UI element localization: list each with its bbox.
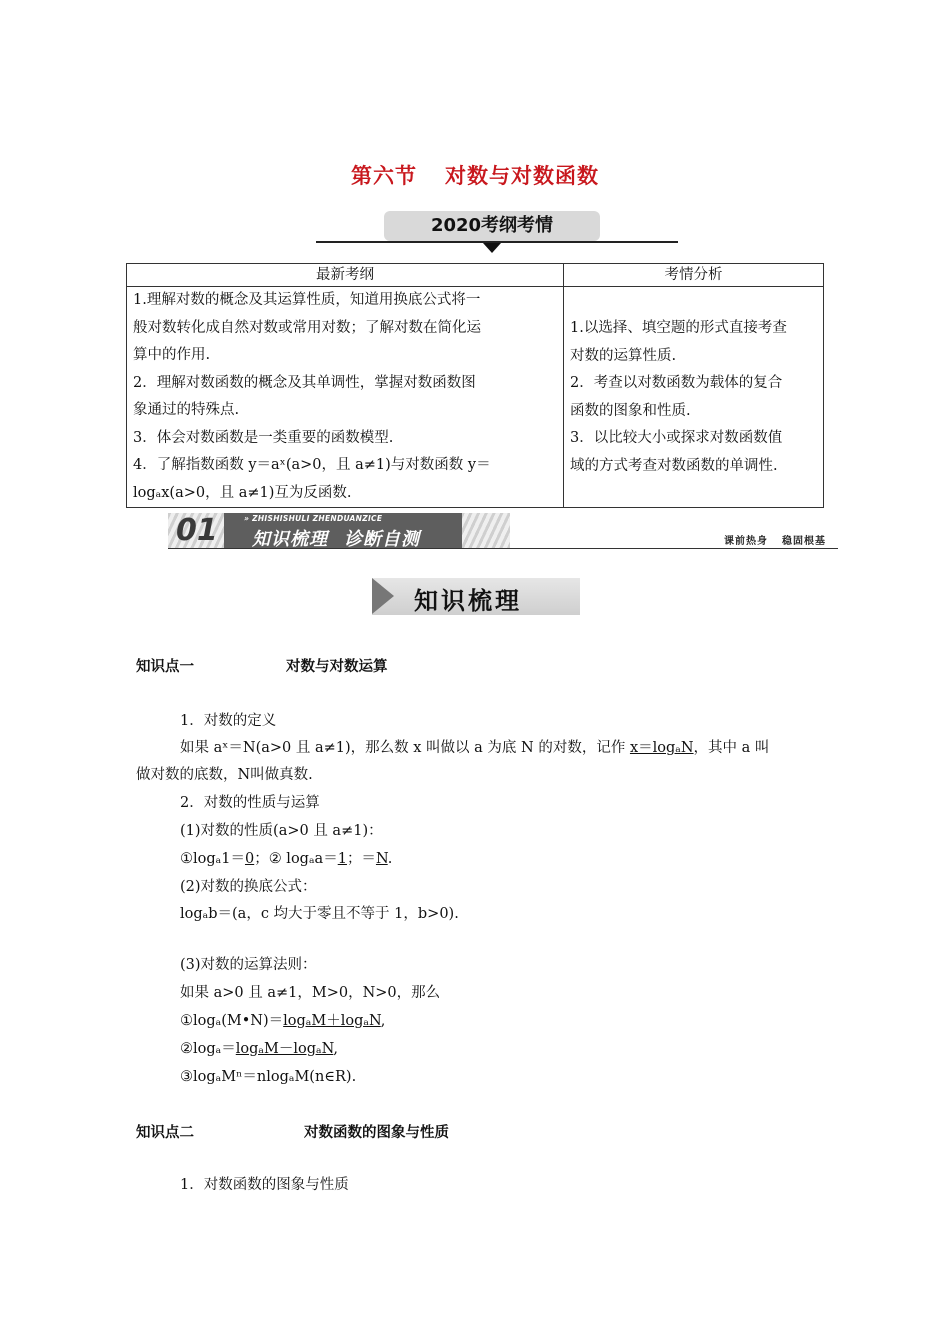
section-title: 知识梳理 诊断自测 <box>252 529 420 550</box>
section-pinyin: » ZHISHISHULI ZHENDUANZICE <box>244 514 383 523</box>
syllabus-line: 3．体会对数函数是一类重要的函数模型. <box>133 429 394 446</box>
kp2-label: 知识点二 <box>136 1125 194 1141</box>
syllabus-line: 般对数转化成自然对数或常用对数；了解对数在简化运 <box>133 319 481 336</box>
analysis-line: 域的方式考查对数函数的单调性. <box>570 457 778 474</box>
change-base-heading: (2)对数的换底公式： <box>180 879 317 895</box>
definition-line-2: 做对数的底数，N叫做真数. <box>136 767 313 783</box>
analysis-line: 对数的运算性质. <box>570 347 677 364</box>
kaogang-banner: 2020考纲考情 <box>384 211 600 241</box>
change-base-formula: logₐb＝(a，c 均大于零且不等于 1，b>0). <box>180 906 459 922</box>
syllabus-table <box>126 263 824 508</box>
rule-quotient: ②logₐ＝logₐM－logₐN, <box>180 1041 338 1057</box>
col2-header: 考情分析 <box>564 264 824 287</box>
analysis-line: 函数的图象和性质. <box>570 402 691 419</box>
heading-properties: 2．对数的性质与运算 <box>180 795 320 811</box>
rules-heading: (3)对数的运算法则： <box>180 957 317 973</box>
kp1-title: 对数与对数运算 <box>286 659 388 675</box>
syllabus-line: 算中的作用. <box>133 347 211 363</box>
zhishi-banner-text: 知识梳理 <box>414 587 522 615</box>
syllabus-line: 4．了解指数函数 y＝aˣ(a>0，且 a≠1)与对数函数 y＝ <box>133 457 491 473</box>
syllabus-line: 象通过的特殊点. <box>133 402 240 418</box>
page-title: 第六节 对数与对数函数 <box>351 164 599 188</box>
kp2-title: 对数函数的图象与性质 <box>304 1125 449 1141</box>
analysis-line: 3．以比较大小或探求对数函数值 <box>570 430 783 446</box>
syllabus-line: 1.理解对数的概念及其运算性质，知道用换底公式将一 <box>133 292 481 308</box>
analysis-line: 1.以选择、填空题的形式直接考查 <box>570 320 787 336</box>
properties-line: ①logₐ1＝0；② logₐa＝1；＝N. <box>180 851 393 867</box>
analysis-line: 2．考查以对数函数为载体的复合 <box>570 375 783 391</box>
kp1-label: 知识点一 <box>136 659 194 675</box>
definition-line-1: 如果 aˣ＝N(a>0 且 a≠1)，那么数 x 叫做以 a 为底 N 的对数，记作 x＝logₐN，其中 a 叫 <box>180 740 770 756</box>
heading-graph-properties: 1．对数函数的图象与性质 <box>180 1177 349 1193</box>
triangle-down-icon <box>483 243 501 253</box>
col1-header: 最新考纲 <box>127 264 564 287</box>
section-rule <box>168 548 838 549</box>
arrow-right-icon <box>372 578 394 614</box>
rule-product: ①logₐ(M•N)＝logₐM＋logₐN, <box>180 1013 386 1029</box>
double-chevron-icon: » <box>244 514 250 523</box>
col2-cell <box>564 287 824 508</box>
syllabus-line: logₐx(a>0，且 a≠1)互为反函数. <box>133 484 352 501</box>
section-number: 01 <box>176 513 218 548</box>
rule-power: ③logₐMⁿ＝nlogₐM(n∈R). <box>180 1069 357 1085</box>
section-right-label: 课前热身 稳固根基 <box>724 536 826 547</box>
properties-intro: (1)对数的性质(a>0 且 a≠1)： <box>180 823 383 839</box>
syllabus-line: 2．理解对数函数的概念及其单调性，掌握对数函数图 <box>133 374 476 391</box>
heading-definition: 1．对数的定义 <box>180 713 277 729</box>
rules-condition: 如果 a>0 且 a≠1，M>0，N>0，那么 <box>180 985 441 1001</box>
col1-cell <box>127 287 564 508</box>
